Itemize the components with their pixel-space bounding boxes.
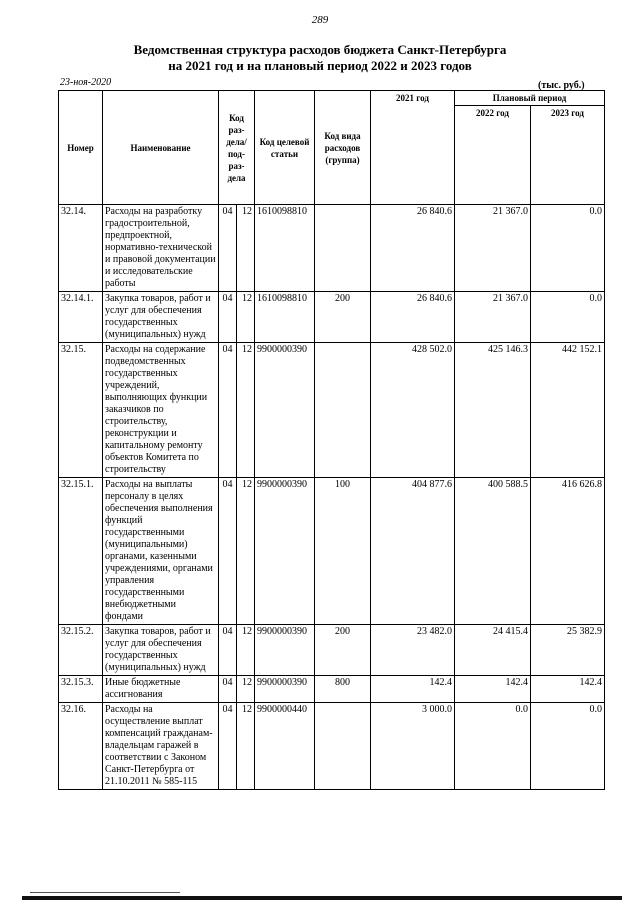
row-2023: 142.4 — [531, 676, 605, 703]
row-number: 32.14.1. — [59, 292, 103, 343]
row-number: 32.15.3. — [59, 676, 103, 703]
row-2021: 404 877.6 — [371, 478, 455, 625]
row-name: Расходы на разработку градостроительной, предпроектной, нормативно-технической и правовой документации и исследовательские работы — [103, 205, 219, 292]
header-planned: Плановый период — [455, 91, 605, 106]
row-subsection: 12 — [237, 292, 255, 343]
row-expense-type — [315, 205, 371, 292]
row-2021: 428 502.0 — [371, 343, 455, 478]
footer-rule — [22, 896, 622, 900]
row-2023: 25 382.9 — [531, 625, 605, 676]
row-name: Расходы на осуществление выплат компенсаций гражданам-владельцам гаражей в соответствии с Законом Санкт-Петербурга от 21.10.2011 № 585-115 — [103, 703, 219, 790]
row-2021: 26 840.6 — [371, 292, 455, 343]
row-2022: 425 146.3 — [455, 343, 531, 478]
table-row — [59, 676, 605, 703]
row-subsection: 12 — [237, 343, 255, 478]
row-section: 04 — [219, 676, 237, 703]
row-target: 9900000440 — [255, 703, 315, 790]
row-2023: 416 626.8 — [531, 478, 605, 625]
header-target: Код целевой статьи — [255, 91, 315, 205]
row-section: 04 — [219, 478, 237, 625]
row-section: 04 — [219, 343, 237, 478]
row-2022: 21 367.0 — [455, 292, 531, 343]
header-name: Наименование — [103, 91, 219, 205]
row-subsection: 12 — [237, 205, 255, 292]
row-section: 04 — [219, 292, 237, 343]
row-number: 32.15.2. — [59, 625, 103, 676]
footer-rule-thin — [30, 892, 180, 893]
row-target: 9900000390 — [255, 625, 315, 676]
row-section: 04 — [219, 703, 237, 790]
row-2023: 0.0 — [531, 205, 605, 292]
row-target: 9900000390 — [255, 343, 315, 478]
row-number: 32.16. — [59, 703, 103, 790]
row-expense-type — [315, 703, 371, 790]
row-name: Иные бюджетные ассигнования — [103, 676, 219, 703]
row-subsection: 12 — [237, 703, 255, 790]
table-row — [59, 205, 605, 292]
row-section: 04 — [219, 625, 237, 676]
title-line-2: на 2021 год и на плановый период 2022 и 2023 годов — [168, 58, 472, 73]
header-expense-type: Код вида расходов (группа) — [315, 91, 371, 205]
row-2021: 3 000.0 — [371, 703, 455, 790]
header-2021: 2021 год — [371, 91, 455, 205]
table-row — [59, 478, 605, 625]
row-name: Расходы на выплаты персоналу в целях обеспечения выполнения функций государственными (муниципальными) органами, казенными учреждениями, органами управления государственными внебюджетными фондами — [103, 478, 219, 625]
header-number: Номер — [59, 91, 103, 205]
page-number: 289 — [311, 14, 329, 26]
header-2023: 2023 год — [531, 106, 605, 205]
row-expense-type: 200 — [315, 292, 371, 343]
row-2023: 0.0 — [531, 703, 605, 790]
row-2021: 26 840.6 — [371, 205, 455, 292]
row-target: 1610098810 — [255, 292, 315, 343]
header-2022: 2022 год — [455, 106, 531, 205]
budget-table — [58, 90, 605, 790]
row-2021: 23 482.0 — [371, 625, 455, 676]
row-2022: 400 588.5 — [455, 478, 531, 625]
table-row — [59, 343, 605, 478]
row-target: 9900000390 — [255, 478, 315, 625]
row-2023: 0.0 — [531, 292, 605, 343]
row-expense-type — [315, 343, 371, 478]
row-2022: 0.0 — [455, 703, 531, 790]
table-row — [59, 703, 605, 790]
row-expense-type: 200 — [315, 625, 371, 676]
row-2022: 24 415.4 — [455, 625, 531, 676]
header-section: Код раз-дела/ под-раз-дела — [219, 91, 255, 205]
row-target: 9900000390 — [255, 676, 315, 703]
row-2022: 21 367.0 — [455, 205, 531, 292]
row-2023: 442 152.1 — [531, 343, 605, 478]
row-2021: 142.4 — [371, 676, 455, 703]
row-expense-type: 800 — [315, 676, 371, 703]
document-date: 23-ноя-2020 — [60, 77, 112, 88]
row-name: Закупка товаров, работ и услуг для обеспечения государственных (муниципальных) нужд — [103, 625, 219, 676]
document-title — [0, 42, 640, 74]
table-row — [59, 292, 605, 343]
row-number: 32.15.1. — [59, 478, 103, 625]
row-expense-type: 100 — [315, 478, 371, 625]
row-number: 32.14. — [59, 205, 103, 292]
row-section: 04 — [219, 205, 237, 292]
row-name: Расходы на содержание подведомственных государственных учреждений, выполняющих функции заказчиков по строительству, реконструкции и капитальному ремонту объектов Комитета по строительству — [103, 343, 219, 478]
row-target: 1610098810 — [255, 205, 315, 292]
units-label: (тыс. руб.) — [538, 80, 585, 91]
row-2022: 142.4 — [455, 676, 531, 703]
row-number: 32.15. — [59, 343, 103, 478]
row-name: Закупка товаров, работ и услуг для обеспечения государственных (муниципальных) нужд — [103, 292, 219, 343]
table-row — [59, 625, 605, 676]
title-line-1: Ведомственная структура расходов бюджета Санкт-Петербурга — [133, 42, 507, 57]
row-subsection: 12 — [237, 478, 255, 625]
row-subsection: 12 — [237, 676, 255, 703]
row-subsection: 12 — [237, 625, 255, 676]
